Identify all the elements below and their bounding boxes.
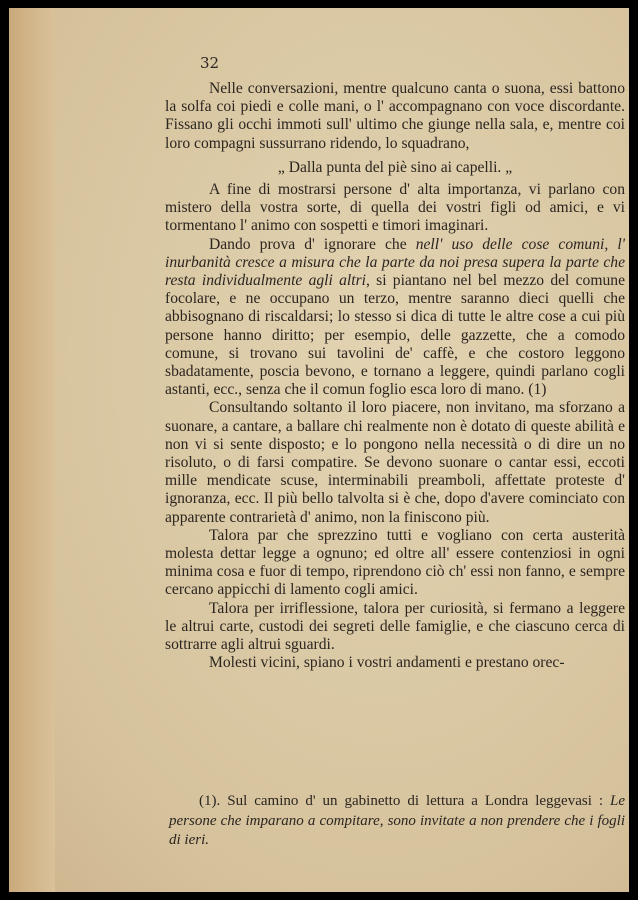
footnote — [169, 792, 625, 851]
paragraph-1: Nelle conversazioni, mentre qualcuno canta o suona, essi battono la solfa coi piedi e colle mani, o l' accompagnano con voce discordante. Fissano gli occhi immoti sull' ultimo che giunge nella sala, e, mentre coi loro compagni sussurrano ridendo, lo squadrano, — [165, 80, 625, 152]
paragraph-2: A fine di mostrarsi persone d' alta importanza, vi parlano con mistero della vostra sorte, di quella dei vostri figli od amici, e vi tormentano l' animo con sospetti e timori imaginari. — [165, 181, 625, 235]
paragraph-4: Consultando soltanto il loro piacere, non invitano, ma sforzano a suonare, a cantare, a ballare chi realmente non è dotato di queste abilità e non vi si sente disposto; e lo pongono nella necessità o di dire un no risoluto, o di farsi compatire. Se devono suonare o cantar essi, eccoti mille mendicate scuse, interminabili preamboli, affettate proteste d' ignoranza, ecc. Il più bello talvolta si è che, dopo d'avere cominciato con apparente contrarietà d' animo, non la finiscono più. — [165, 399, 625, 526]
body-text — [165, 80, 625, 673]
verse-quote: „ Dalla punta del piè sino ai capelli. „ — [277, 158, 513, 176]
page-number: 32 — [200, 54, 220, 72]
footnote-lead: (1). Sul camino d' un gabinetto di lettura a Londra leggevasi : — [199, 793, 604, 809]
paragraph-3: Dando prova d' ignorare che nell' uso delle cose comuni, l' inurbanità cresce a misura che la parte da noi presa supera la parte che resta individualmente agli altri, si piantano nel bel mezzo del comune focolare, e ne occupano un terzo, mentre saranno dieci quelli che abbisognano di riscaldarsi; lo stesso si dica di tutte le altre cose a cui più persone hanno diritto; per esempio, delle gazzette, che a comodo comune, si trovano sui tavolini de' caffè, e che costoro leggono sbadatamente, poscia bevono, e tornano a leggere, quindi parlano cogli astanti, ecc., senza che il comun foglio esca loro di mano. (1) — [165, 235, 625, 399]
footnote-italic: Le persone che imparano a compitare, sono invitate a non prendere che i fogli di ieri. — [169, 793, 625, 848]
paragraph-7: Molesti vicini, spiano i vostri andamenti e prestano orec- — [209, 654, 565, 672]
paragraph-6: Talora per irriflessione, talora per curiosità, si fermano a leggere le altrui carte, custodi dei segreti delle famiglie, e che ciascuno cerca di sottrarre agli altrui sguardi. — [165, 599, 625, 654]
page-spine-shadow — [9, 8, 55, 892]
paragraph-5: Talora par che sprezzino tutti e vogliano con certa austerità molesta dettar legge a ognuno; ed oltre all' essere contenziosi in ogni minima cosa e fuor di tempo, riprendono ciò ch' essi non fanno, e sempre cercano appicchi di lamento cogli amici. — [165, 526, 625, 599]
book-page — [9, 8, 629, 892]
italic-maxim: nell' uso delle cose comuni, l' inurbanità cresce a misura che la parte da noi presa supera la parte che resta individualmente agli altri — [165, 235, 625, 290]
